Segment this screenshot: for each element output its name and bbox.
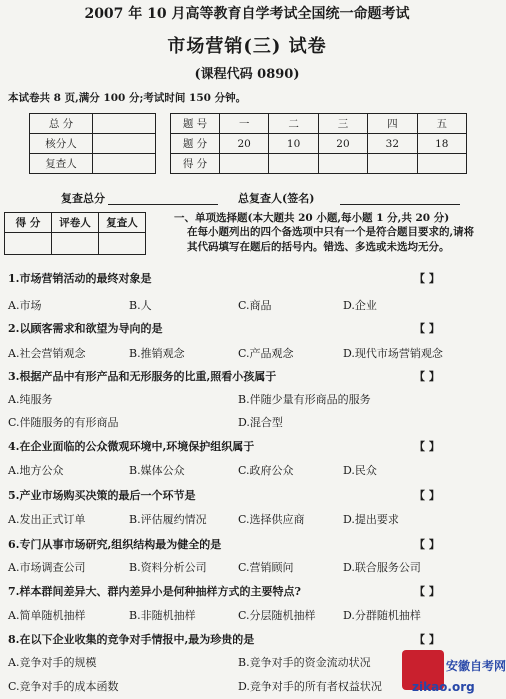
score-cell — [269, 154, 318, 174]
exam-title: 市场营销(三) 试卷 — [167, 36, 327, 57]
question-option[interactable]: D.民众 — [343, 464, 377, 477]
score-row — [30, 114, 467, 134]
score-cell — [93, 134, 156, 154]
grader-cell[interactable] — [99, 233, 146, 255]
grader-table — [4, 212, 146, 255]
grader-cell: 评卷人 — [52, 213, 99, 233]
site-watermark — [402, 650, 506, 698]
score-cell — [220, 154, 269, 174]
score-cell — [417, 154, 466, 174]
recheck-person-label: 总复查人(签名) — [238, 192, 315, 205]
question-stem: 3.根据产品中有形产品和无形服务的比重,照看小孩属于 — [8, 370, 277, 383]
score-cell: 三 — [318, 114, 367, 134]
score-table — [29, 113, 467, 174]
score-cell: 18 — [417, 134, 466, 154]
score-cell: 20 — [318, 134, 367, 154]
question-option[interactable]: C.伴随服务的有形商品 — [8, 416, 119, 429]
question-option[interactable]: C.竞争对手的成本函数 — [8, 680, 119, 693]
grader-row — [5, 213, 146, 233]
question-option[interactable]: D.企业 — [343, 299, 377, 312]
answer-bracket[interactable]: 【 】 — [414, 489, 440, 502]
grader-cell[interactable] — [5, 233, 52, 255]
question-option[interactable]: B.评估履约情况 — [129, 513, 207, 526]
question-stem: 1.市场营销活动的最终对象是 — [8, 272, 152, 285]
score-row — [30, 154, 467, 174]
question-option[interactable]: A.简单随机抽样 — [8, 609, 86, 622]
score-spacer — [156, 154, 171, 174]
question-option[interactable]: B.媒体公众 — [129, 464, 185, 477]
section-instructions: 在每小题列出的四个备选项中只有一个是符合题目要求的,请将其代码填写在题后的括号内。错选、多选或未选均无分。 — [187, 226, 475, 253]
exam-header-line: 2007 年 10 月高等教育自学考试全国统一命题考试 — [84, 6, 410, 22]
question-stem: 7.样本群间差异大、群内差异小是何种抽样方式的主要特点? — [8, 585, 301, 598]
question-option[interactable]: D.提出要求 — [343, 513, 399, 526]
score-cell: 五 — [417, 114, 466, 134]
score-cell: 总 分 — [30, 114, 93, 134]
question-option[interactable]: A.市场 — [8, 299, 42, 312]
score-cell: 得 分 — [171, 154, 220, 174]
recheck-person-blank[interactable] — [340, 204, 460, 205]
recheck-total-label: 复查总分 — [61, 192, 105, 205]
question-option[interactable]: A.社会营销观念 — [8, 347, 86, 360]
question-stem: 8.在以下企业收集的竞争对手情报中,最为珍贵的是 — [8, 633, 255, 646]
score-cell: 题 号 — [171, 114, 220, 134]
score-cell: 二 — [269, 114, 318, 134]
grader-cell: 得 分 — [5, 213, 52, 233]
question-stem: 6.专门从事市场研究,组织结构最为健全的是 — [8, 538, 222, 551]
question-option[interactable]: B.资料分析公司 — [129, 561, 207, 574]
question-option[interactable]: B.非随机抽样 — [129, 609, 196, 622]
score-cell: 20 — [220, 134, 269, 154]
score-spacer — [156, 134, 171, 154]
question-option[interactable]: A.地方公众 — [8, 464, 64, 477]
question-option[interactable]: B.推销观念 — [129, 347, 185, 360]
question-stem: 4.在企业面临的公众微观环境中,环境保护组织属于 — [8, 440, 255, 453]
question-option[interactable]: A.市场调查公司 — [8, 561, 86, 574]
section-title: 一、单项选择题(本大题共 20 小题,每小题 1 分,共 20 分) — [174, 212, 450, 224]
question-option[interactable]: B.竞争对手的资金流动状况 — [238, 656, 371, 669]
question-option[interactable]: D.竞争对手的所有者权益状况 — [238, 680, 382, 693]
grader-cell: 复查人 — [99, 213, 146, 233]
score-cell: 四 — [368, 114, 417, 134]
grader-cell[interactable] — [52, 233, 99, 255]
question-option[interactable]: C.政府公众 — [238, 464, 294, 477]
question-option[interactable]: C.选择供应商 — [238, 513, 305, 526]
recheck-total-blank[interactable] — [108, 204, 218, 205]
answer-bracket[interactable]: 【 】 — [414, 370, 440, 383]
answer-bracket[interactable]: 【 】 — [414, 272, 440, 285]
question-option[interactable]: B.伴随少量有形商品的服务 — [238, 393, 371, 406]
score-cell: 32 — [368, 134, 417, 154]
question-stem: 2.以顾客需求和欲望为导向的是 — [8, 322, 163, 335]
answer-bracket[interactable]: 【 】 — [414, 633, 440, 646]
question-option[interactable]: C.分层随机抽样 — [238, 609, 316, 622]
score-cell — [93, 114, 156, 134]
question-option[interactable]: C.产品观念 — [238, 347, 294, 360]
answer-bracket[interactable]: 【 】 — [414, 440, 440, 453]
score-cell: 题 分 — [171, 134, 220, 154]
answer-bracket[interactable]: 【 】 — [414, 322, 440, 335]
question-option[interactable]: D.分群随机抽样 — [343, 609, 421, 622]
score-cell — [318, 154, 367, 174]
score-cell: 一 — [220, 114, 269, 134]
course-code: (课程代码 0890) — [194, 67, 300, 82]
score-cell — [368, 154, 417, 174]
answer-bracket[interactable]: 【 】 — [414, 585, 440, 598]
score-cell: 10 — [269, 134, 318, 154]
question-option[interactable]: A.纯服务 — [8, 393, 53, 406]
watermark-url: zikao.org — [412, 680, 475, 694]
question-option[interactable]: C.商品 — [238, 299, 272, 312]
score-cell: 复查人 — [30, 154, 93, 174]
question-option[interactable]: A.竞争对手的规模 — [8, 656, 97, 669]
answer-bracket[interactable]: 【 】 — [414, 538, 440, 551]
question-option[interactable]: D.联合服务公司 — [343, 561, 421, 574]
question-option[interactable]: C.营销顾问 — [238, 561, 294, 574]
question-option[interactable]: A.发出正式订单 — [8, 513, 86, 526]
score-spacer — [156, 114, 171, 134]
exam-note: 本试卷共 8 页,满分 100 分;考试时间 150 分钟。 — [8, 92, 247, 104]
question-option[interactable]: B.人 — [129, 299, 152, 312]
score-cell — [93, 154, 156, 174]
score-row — [30, 134, 467, 154]
question-option[interactable]: D.混合型 — [238, 416, 283, 429]
question-option[interactable]: D.现代市场营销观念 — [343, 347, 443, 360]
grader-row — [5, 233, 146, 255]
question-stem: 5.产业市场购买决策的最后一个环节是 — [8, 489, 196, 502]
watermark-site-name: 安徽自考网 — [446, 659, 506, 673]
score-cell: 核分人 — [30, 134, 93, 154]
